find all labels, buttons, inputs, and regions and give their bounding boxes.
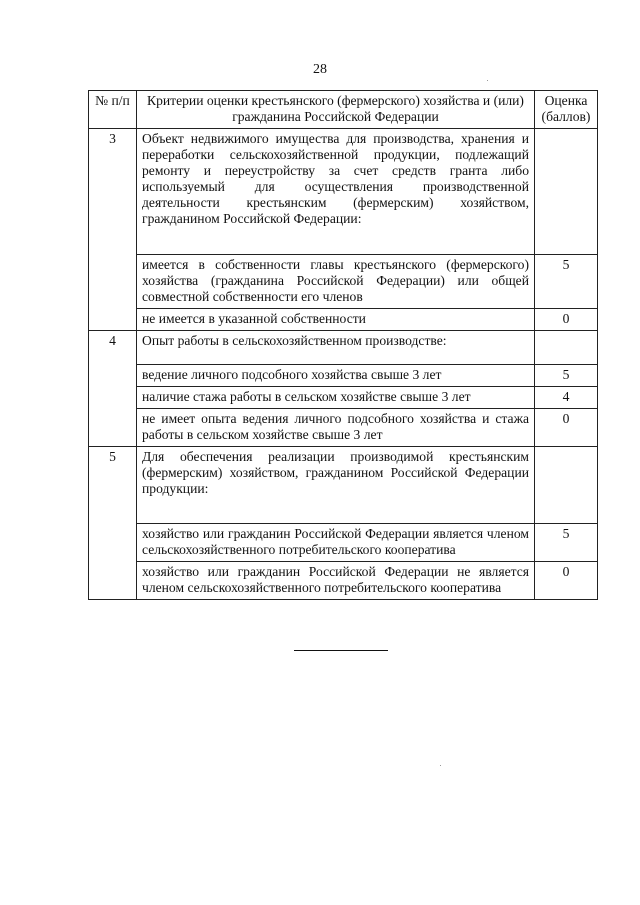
header-criteria: Критерии оценки крестьянского (фермерского) хозяйства и (или) гражданина Российской Федерации [137, 91, 535, 129]
score-cell: 5 [535, 255, 598, 309]
score-cell: 5 [535, 524, 598, 562]
table-row [89, 562, 598, 600]
score-cell: 5 [535, 365, 598, 387]
row-number: 3 [89, 129, 137, 331]
table-row [89, 309, 598, 331]
table-row [89, 524, 598, 562]
table-row [89, 129, 598, 255]
end-divider-line [294, 650, 388, 651]
criterion-text: Опыт работы в сельскохозяйственном производстве: [137, 331, 535, 365]
option-text: хозяйство или гражданин Российской Федерации является членом сельскохозяйственного потребительского кооператива [137, 524, 535, 562]
option-text: наличие стажа работы в сельском хозяйстве свыше 3 лет [137, 387, 535, 409]
row-number: 4 [89, 331, 137, 447]
header-score: Оценка (баллов) [535, 91, 598, 129]
option-text: ведение личного подсобного хозяйства свыше 3 лет [137, 365, 535, 387]
option-text: хозяйство или гражданин Российской Федерации не является членом сельскохозяйственного потребительского кооператива [137, 562, 535, 600]
scan-speck [487, 80, 488, 81]
page-number: 28 [313, 62, 327, 77]
criterion-text: Объект недвижимого имущества для производства, хранения и переработки сельскохозяйственной продукции, подлежащий ремонту и переустройству за счет средств гранта либо используемый для осуществления производственной деятельности крестьянским (фермерским) хозяйством, гражданином Российской Федерации: [137, 129, 535, 255]
score-cell [535, 447, 598, 524]
score-cell: 0 [535, 409, 598, 447]
table-row [89, 447, 598, 524]
option-text: имеется в собственности главы крестьянского (фермерского) хозяйства (гражданина Российской Федерации) или общей совместной собственности его членов [137, 255, 535, 309]
criteria-table [88, 90, 598, 600]
table-row [89, 255, 598, 309]
row-number: 5 [89, 447, 137, 600]
table-row [89, 387, 598, 409]
score-cell [535, 331, 598, 365]
table-header-row [89, 91, 598, 129]
option-text: не имеет опыта ведения личного подсобного хозяйства и стажа работы в сельском хозяйстве свыше 3 лет [137, 409, 535, 447]
score-cell [535, 129, 598, 255]
score-cell: 0 [535, 309, 598, 331]
option-text: не имеется в указанной собственности [137, 309, 535, 331]
score-cell: 0 [535, 562, 598, 600]
score-cell: 4 [535, 387, 598, 409]
scan-speck [440, 765, 441, 766]
criterion-text: Для обеспечения реализации производимой крестьянским (фермерским) хозяйством, гражданином Российской Федерации продукции: [137, 447, 535, 524]
table-row [89, 365, 598, 387]
table-row [89, 409, 598, 447]
header-num: № п/п [89, 91, 137, 129]
table-row [89, 331, 598, 365]
